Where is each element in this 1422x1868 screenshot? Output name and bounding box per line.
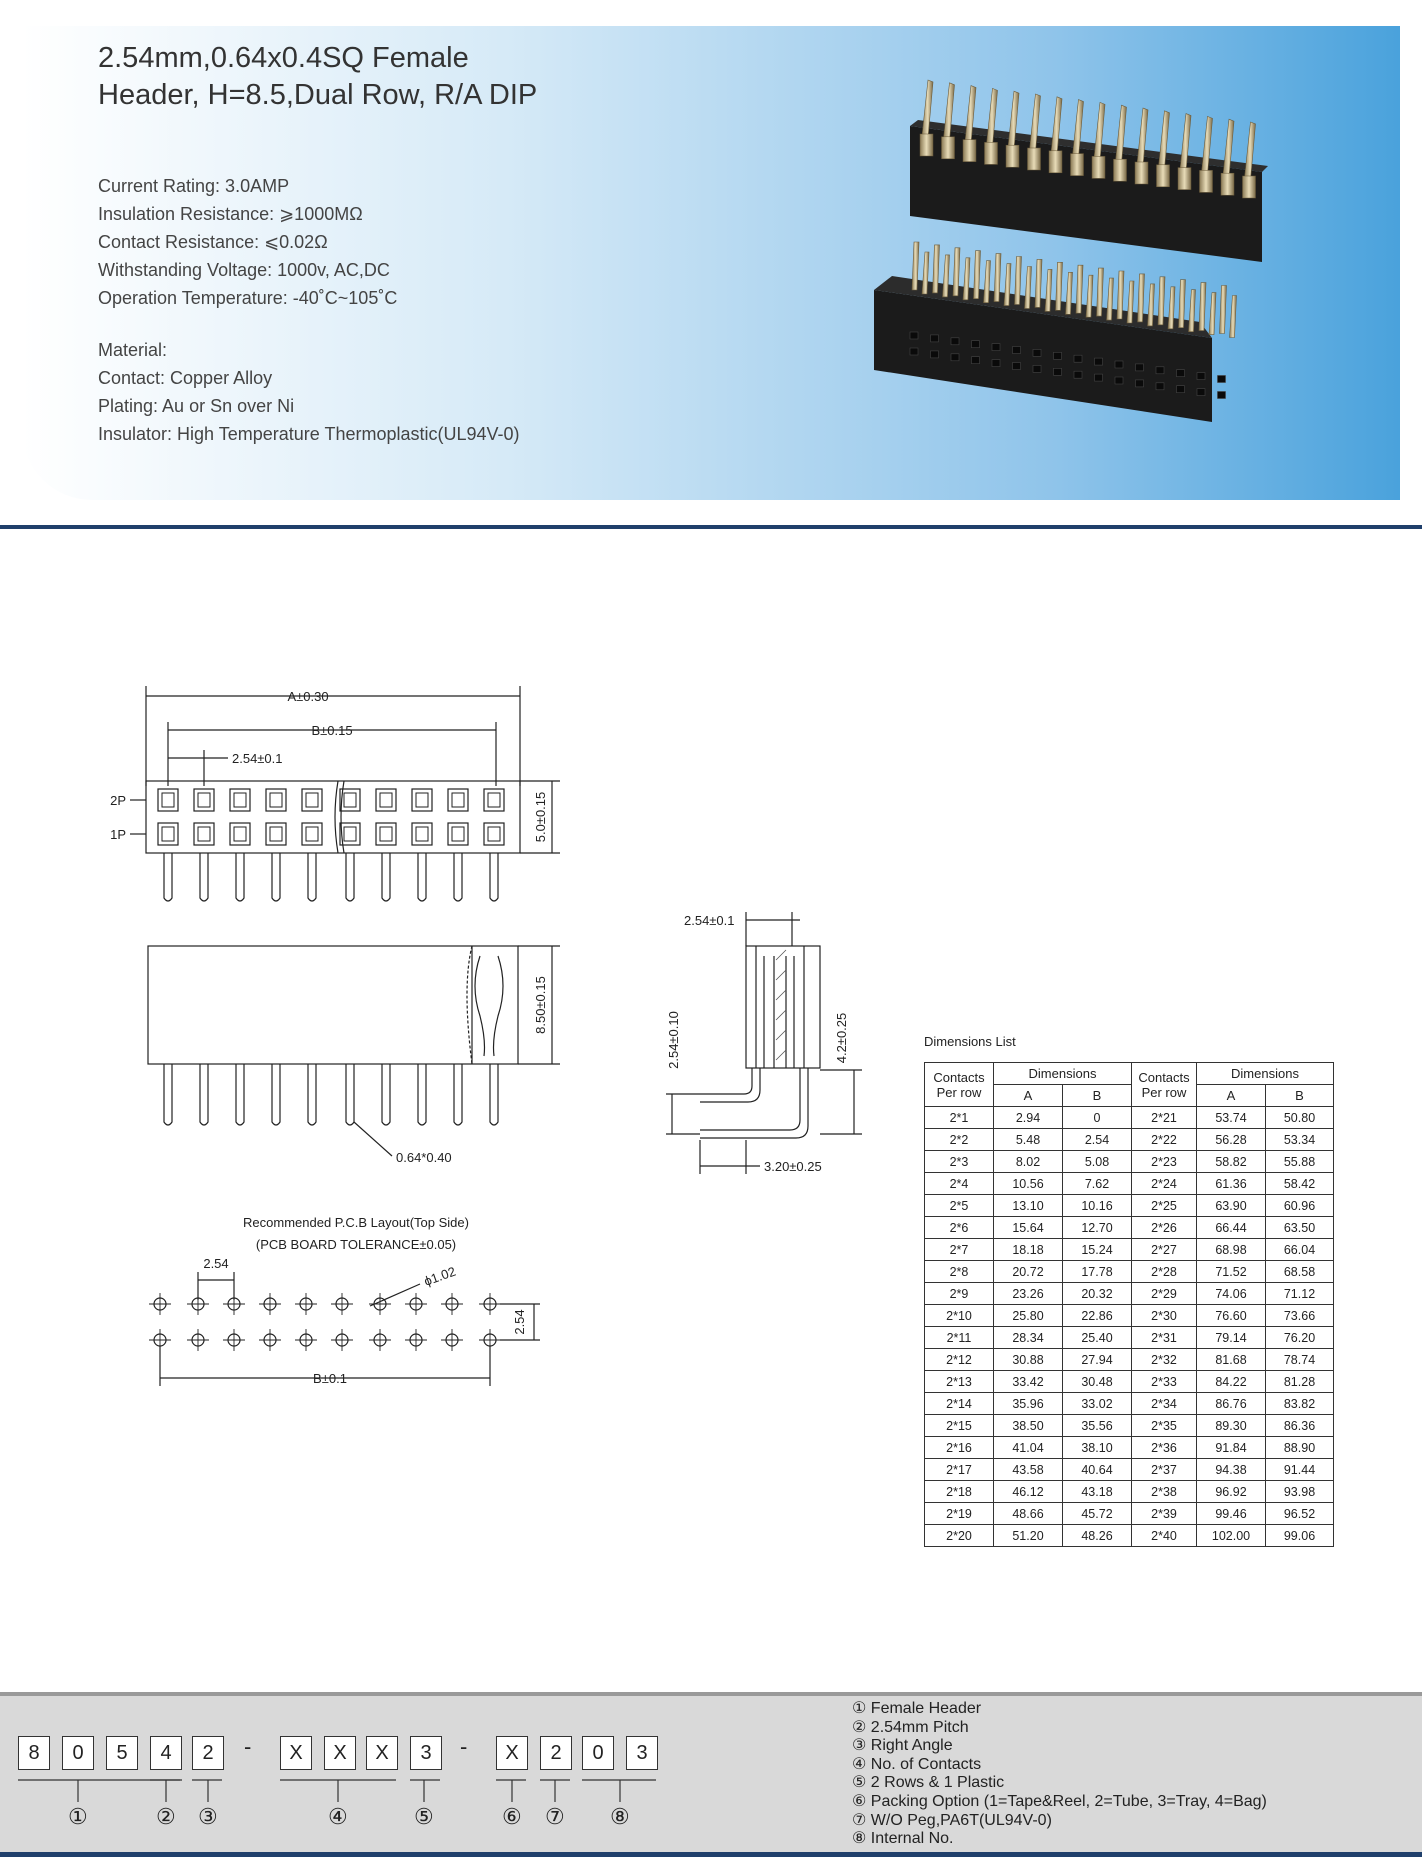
table-cell: 2*5 [925,1195,994,1217]
table-cell: 0 [1063,1107,1132,1129]
side-pitch-label: 2.54±0.10 [666,1011,681,1069]
pcb-b-label: B±0.1 [313,1371,347,1386]
table-cell: 2*24 [1132,1173,1197,1195]
pcb-row-label: 2.54 [512,1309,527,1335]
col-dimensions-right: Dimensions [1197,1063,1334,1085]
table-row [925,1481,1334,1503]
table-cell: 74.06 [1197,1283,1266,1305]
part-number-marker: ① [68,1804,88,1829]
contact-square [230,823,250,845]
table-cell: 46.12 [994,1481,1063,1503]
table-row [925,1283,1334,1305]
material-heading: Material: [98,340,168,360]
table-cell: 88.90 [1266,1437,1334,1459]
contact-square [484,789,504,811]
table-cell: 2*8 [925,1261,994,1283]
table-cell: 83.82 [1266,1393,1334,1415]
col-dimensions-left: Dimensions [994,1063,1132,1085]
table-row [925,1503,1334,1525]
row-1p-label: 1P [110,827,126,842]
table-cell: 2*35 [1132,1415,1197,1437]
part-number-digit: 0 [582,1736,614,1770]
table-cell: 33.02 [1063,1393,1132,1415]
table-cell: 2*15 [925,1415,994,1437]
table-cell: 58.82 [1197,1151,1266,1173]
col-a-right: A [1197,1085,1266,1107]
height-label: 8.50±0.15 [533,976,548,1034]
table-cell: 18.18 [994,1239,1063,1261]
table-cell: 45.72 [1063,1503,1132,1525]
contact-square-inner [380,793,392,807]
table-cell: 43.58 [994,1459,1063,1481]
table-cell: 2*36 [1132,1437,1197,1459]
table-cell: 2*22 [1132,1129,1197,1151]
spec-insulation-resistance: Insulation Resistance: ⩾1000MΩ [98,204,363,224]
table-row [925,1195,1334,1217]
table-cell: 2*3 [925,1151,994,1173]
pin-lead [418,1064,426,1125]
table-cell: 2*31 [1132,1327,1197,1349]
contact-square [266,823,286,845]
table-cell: 2*32 [1132,1349,1197,1371]
contact-square-inner [488,793,500,807]
table-cell: 71.12 [1266,1283,1334,1305]
table-cell: 5.48 [994,1129,1063,1151]
table-row [925,1107,1334,1129]
part-number-marker: ⑥ [502,1804,522,1829]
table-cell: 2*7 [925,1239,994,1261]
material-contact: Contact: Copper Alloy [98,368,273,388]
table-cell: 7.62 [1063,1173,1132,1195]
part-number-marker: ⑦ [545,1804,565,1829]
table-cell: 63.90 [1197,1195,1266,1217]
table-cell: 13.10 [994,1195,1063,1217]
part-number-marker: ⑧ [610,1804,630,1829]
table-cell: 63.50 [1266,1217,1334,1239]
part-number-digit: 0 [62,1736,94,1770]
contact-square-inner [198,793,210,807]
table-cell: 48.66 [994,1503,1063,1525]
table-cell: 20.72 [994,1261,1063,1283]
table-cell: 2*10 [925,1305,994,1327]
col-a-left: A [994,1085,1063,1107]
dimensions-list-title: Dimensions List [924,1034,1016,1049]
contact-square-inner [380,827,392,841]
part-number-marker: ④ [328,1804,348,1829]
table-cell: 12.70 [1063,1217,1132,1239]
col-b-left: B [1063,1085,1132,1107]
table-cell: 71.52 [1197,1261,1266,1283]
table-cell: 76.60 [1197,1305,1266,1327]
contact-square [412,789,432,811]
contact-square-inner [306,793,318,807]
table-cell: 15.64 [994,1217,1063,1239]
legend-item: ② 2.54mm Pitch [852,1718,969,1736]
table-cell: 81.68 [1197,1349,1266,1371]
table-cell: 2*26 [1132,1217,1197,1239]
legend-item: ⑧ Internal No. [852,1830,954,1848]
table-cell: 43.18 [1063,1481,1132,1503]
table-cell: 2*23 [1132,1151,1197,1173]
table-cell: 15.24 [1063,1239,1132,1261]
table-cell: 8.02 [994,1151,1063,1173]
ordering-band-top-rule [0,1692,1422,1696]
part-number-digit: X [324,1736,356,1770]
table-cell: 86.76 [1197,1393,1266,1415]
contact-square-inner [344,793,356,807]
table-cell: 10.16 [1063,1195,1132,1217]
part-number-dash: - [244,1734,252,1759]
table-cell: 28.34 [994,1327,1063,1349]
table-cell: 2*19 [925,1503,994,1525]
table-cell: 10.56 [994,1173,1063,1195]
contact-square-inner [306,827,318,841]
table-cell: 30.48 [1063,1371,1132,1393]
pitch-label: 2.54±0.1 [232,751,283,766]
table-cell: 55.88 [1266,1151,1334,1173]
table-cell: 91.84 [1197,1437,1266,1459]
table-cell: 2*12 [925,1349,994,1371]
table-cell: 86.36 [1266,1415,1334,1437]
pin-lead [490,853,498,901]
pin-lead [164,1064,172,1125]
pin-lead [164,853,172,901]
dim-a-label: A±0.30 [287,689,329,704]
pin-lead [236,853,244,901]
table-row [925,1129,1334,1151]
spec-current-rating: Current Rating: 3.0AMP [98,176,290,196]
contact-square-inner [162,827,174,841]
table-cell: 2*25 [1132,1195,1197,1217]
contact-square [448,789,468,811]
contact-square [194,823,214,845]
pin-lead [454,853,462,901]
table-cell: 17.78 [1063,1261,1132,1283]
contact-square [266,789,286,811]
material-plating: Plating: Au or Sn over Ni [98,396,295,416]
table-cell: 35.56 [1063,1415,1132,1437]
table-cell: 78.74 [1266,1349,1334,1371]
legend-item: ⑤ 2 Rows & 1 Plastic [852,1774,1005,1792]
legend-item: ① Female Header [852,1700,982,1717]
side-offset-label: 3.20±0.25 [764,1159,822,1174]
table-cell: 2*4 [925,1173,994,1195]
part-number-digit: 8 [18,1736,50,1770]
contact-square [412,823,432,845]
table-cell: 2*29 [1132,1283,1197,1305]
col-contacts-left: Contacts Per row [925,1063,994,1107]
side-top-label: 2.54±0.1 [684,913,735,928]
part-number-digit: X [280,1736,312,1770]
table-cell: 2*37 [1132,1459,1197,1481]
table-cell: 2*9 [925,1283,994,1305]
col-b-right: B [1266,1085,1334,1107]
table-cell: 30.88 [994,1349,1063,1371]
pin-lead [490,1064,498,1125]
table-cell: 60.96 [1266,1195,1334,1217]
table-cell: 99.06 [1266,1525,1334,1547]
table-cell: 66.44 [1197,1217,1266,1239]
pcb-layout-title: Recommended P.C.B Layout(Top Side) [243,1215,469,1230]
contact-square-inner [452,827,464,841]
table-cell: 2*16 [925,1437,994,1459]
contact-square-inner [344,827,356,841]
spec-operation-temperature: Operation Temperature: -40˚C~105˚C [98,288,398,308]
pin-lead [308,853,316,901]
table-row [925,1239,1334,1261]
table-row [925,1371,1334,1393]
table-cell: 38.10 [1063,1437,1132,1459]
pin-lead [236,1064,244,1125]
table-cell: 20.32 [1063,1283,1132,1305]
table-cell: 27.94 [1063,1349,1132,1371]
table-cell: 2*6 [925,1217,994,1239]
contact-square [194,789,214,811]
legend-item: ③ Right Angle [852,1737,953,1755]
table-cell: 2*30 [1132,1305,1197,1327]
pin-lead [200,1064,208,1125]
contact-square-inner [270,793,282,807]
spec-contact-resistance: Contact Resistance: ⩽0.02Ω [98,232,328,252]
contact-square [302,789,322,811]
part-number-digit: 2 [540,1736,572,1770]
contact-square-inner [488,827,500,841]
table-cell: 96.52 [1266,1503,1334,1525]
contact-square [448,823,468,845]
bottom-divider [0,1852,1422,1857]
spec-withstanding-voltage: Withstanding Voltage: 1000v, AC,DC [98,260,390,280]
part-number-legend [852,1700,1267,1849]
table-cell: 23.26 [994,1283,1063,1305]
pin-lead [382,853,390,901]
pcb-pitch-label: 2.54 [203,1256,229,1271]
contact-square-inner [234,827,246,841]
table-cell: 38.50 [994,1415,1063,1437]
part-number-digit: 5 [106,1736,138,1770]
table-cell: 53.74 [1197,1107,1266,1129]
product-title: 2.54mm,0.64x0.4SQ Female Header, H=8.5,Dual Row, R/A DIP [98,42,538,111]
part-number-digit: X [366,1736,398,1770]
table-row [925,1261,1334,1283]
table-cell: 2.94 [994,1107,1063,1129]
pin-lead [346,1064,354,1125]
pin-lead [272,853,280,901]
table-cell: 2*33 [1132,1371,1197,1393]
table-cell: 79.14 [1197,1327,1266,1349]
pin-lead [346,853,354,901]
part-number-marker: ③ [198,1804,218,1829]
table-row [925,1415,1334,1437]
table-cell: 51.20 [994,1525,1063,1547]
legend-item: ⑥ Packing Option (1=Tape&Reel, 2=Tube, 3=Tray, 4=Bag) [852,1792,1267,1810]
table-cell: 2*14 [925,1393,994,1415]
side-height-label: 4.2±0.25 [834,1012,849,1064]
contact-square-inner [234,793,246,807]
contact-square [230,789,250,811]
table-cell: 41.04 [994,1437,1063,1459]
table-cell: 68.98 [1197,1239,1266,1261]
pin-lead [382,1064,390,1125]
table-cell: 50.80 [1266,1107,1334,1129]
dim-b-label: B±0.15 [311,723,353,738]
table-cell: 2*20 [925,1525,994,1547]
table-row [925,1437,1334,1459]
table-cell: 2*28 [1132,1261,1197,1283]
col-contacts-right: Contacts Per row [1132,1063,1197,1107]
table-cell: 96.92 [1197,1481,1266,1503]
table-row [925,1217,1334,1239]
table-row [925,1151,1334,1173]
table-cell: 25.80 [994,1305,1063,1327]
table-row [925,1173,1334,1195]
table-cell: 2*38 [1132,1481,1197,1503]
pin-lead [454,1064,462,1125]
table-cell: 66.04 [1266,1239,1334,1261]
part-number-dash: - [460,1734,468,1759]
table-cell: 33.42 [994,1371,1063,1393]
table-row [925,1349,1334,1371]
table-row [925,1305,1334,1327]
pin-lead [418,853,426,901]
pcb-tolerance: (PCB BOARD TOLERANCE±0.05) [255,1237,457,1252]
table-cell: 25.40 [1063,1327,1132,1349]
part-number-digit: X [496,1736,528,1770]
table-cell: 76.20 [1266,1327,1334,1349]
table-row [925,1393,1334,1415]
table-cell: 22.86 [1063,1305,1132,1327]
contact-square [158,789,178,811]
table-cell: 73.66 [1266,1305,1334,1327]
contact-square [484,823,504,845]
contact-square [302,823,322,845]
table-cell: 2*27 [1132,1239,1197,1261]
table-cell: 58.42 [1266,1173,1334,1195]
pin-lead [308,1064,316,1125]
table-cell: 40.64 [1063,1459,1132,1481]
table-cell: 84.22 [1197,1371,1266,1393]
part-number-digit: 3 [410,1736,442,1770]
table-cell: 2*21 [1132,1107,1197,1129]
contact-square-inner [452,793,464,807]
part-number-digit: 4 [150,1736,182,1770]
pin-lead [200,853,208,901]
contact-square [376,789,396,811]
dimensions-table [924,1062,1334,1547]
part-number-marker: ② [156,1804,176,1829]
table-cell: 94.38 [1197,1459,1266,1481]
table-cell: 56.28 [1197,1129,1266,1151]
table-cell: 5.08 [1063,1151,1132,1173]
table-cell: 2*13 [925,1371,994,1393]
legend-item: ④ No. of Contacts [852,1755,982,1773]
table-cell: 81.28 [1266,1371,1334,1393]
table-cell: 2*18 [925,1481,994,1503]
table-row [925,1459,1334,1481]
table-cell: 2*34 [1132,1393,1197,1415]
table-cell: 68.58 [1266,1261,1334,1283]
pcb-hole-label: ϕ1.02 [421,1263,458,1289]
part-number-marker: ⑤ [414,1804,434,1829]
pin-size-label: 0.64*0.40 [396,1150,452,1165]
table-cell: 48.26 [1063,1525,1132,1547]
table-cell: 35.96 [994,1393,1063,1415]
contact-square-inner [270,827,282,841]
contact-square [158,823,178,845]
table-cell: 53.34 [1266,1129,1334,1151]
table-cell: 93.98 [1266,1481,1334,1503]
contact-square-inner [416,793,428,807]
width-label: 5.0±0.15 [533,791,548,843]
table-row [925,1327,1334,1349]
material-insulator: Insulator: High Temperature Thermoplastic(UL94V-0) [98,424,520,444]
table-cell: 61.36 [1197,1173,1266,1195]
table-cell: 2*2 [925,1129,994,1151]
contact-square-inner [162,793,174,807]
table-cell: 2*40 [1132,1525,1197,1547]
table-cell: 2*39 [1132,1503,1197,1525]
part-number-digit: 2 [192,1736,224,1770]
table-cell: 2*1 [925,1107,994,1129]
table-cell: 2*17 [925,1459,994,1481]
pin-lead [272,1064,280,1125]
table-cell: 91.44 [1266,1459,1334,1481]
contact-square-inner [416,827,428,841]
table-cell: 99.46 [1197,1503,1266,1525]
row-2p-label: 2P [110,793,126,808]
legend-item: ⑦ W/O Peg,PA6T(UL94V-0) [852,1811,1052,1829]
table-cell: 2.54 [1063,1129,1132,1151]
contact-square-inner [198,827,210,841]
table-row [925,1525,1334,1547]
contact-square [376,823,396,845]
table-cell: 89.30 [1197,1415,1266,1437]
part-number-digit: 3 [626,1736,658,1770]
table-cell: 102.00 [1197,1525,1266,1547]
table-cell: 2*11 [925,1327,994,1349]
